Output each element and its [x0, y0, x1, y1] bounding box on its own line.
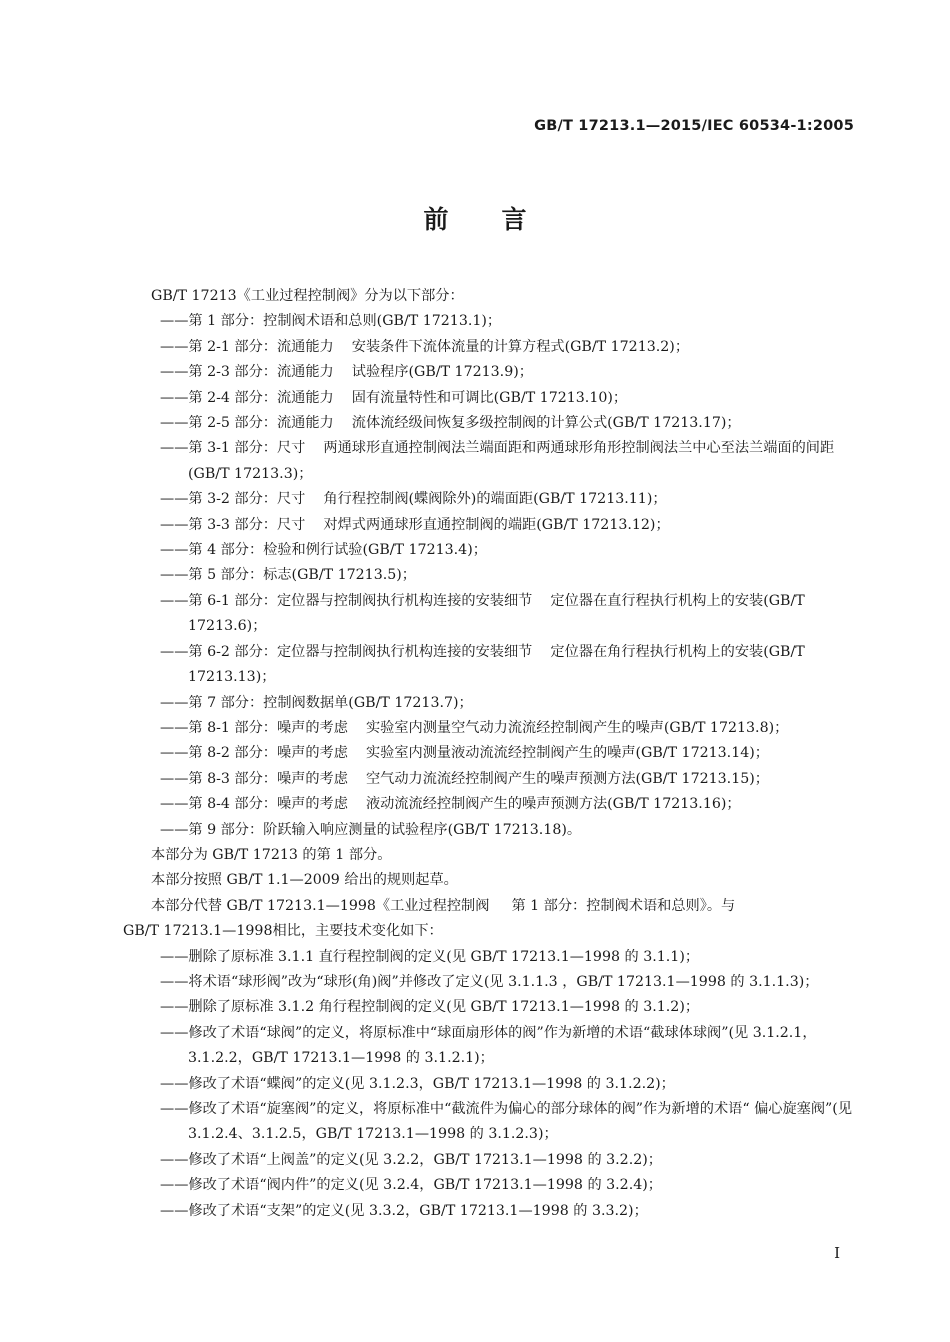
list-item: ——第 1 部分：控制阀术语和总则(GB/T 17213.1)； [160, 313, 502, 330]
change-item: ——修改了术语“支架”的定义(见 3.3.2，GB/T 17213.1—1998 的 3.3.2)； [160, 1202, 648, 1219]
list-item: ——第 2-3 部分：流通能力 试验程序(GB/T 17213.9)； [160, 364, 533, 381]
change-item: ——修改了术语“蝶阀”的定义(见 3.1.2.3，GB/T 17213.1—1998 的 3.1.2.2)； [160, 1075, 675, 1092]
document-body [123, 284, 858, 1224]
change-item: ——修改了术语“球阀”的定义，将原标准中“球面扇形体的阀”作为新增的术语“截球体球阀”(见 3.1.2.1，3.1.2.2，GB/T 17213.1—1998 的 3.1.2.1)； [160, 1024, 817, 1067]
list-item: ——第 6-2 部分：定位器与控制阀执行机构连接的安装细节 定位器在角行程执行机构上的安装(GB/T 17213.13)； [160, 643, 805, 686]
replace-paragraph: 本部分代替 GB/T 17213.1—1998《工业过程控制阀 第 1 部分：控制阀术语和总则》。与 [151, 897, 736, 914]
list-item: ——第 8-3 部分：噪声的考虑 空气动力流流经控制阀产生的噪声预测方法(GB/T 17213.15)； [160, 770, 769, 787]
replace-paragraph-cont: GB/T 17213.1—1998相比，主要技术变化如下： [123, 923, 443, 940]
list-item: ——第 2-1 部分：流通能力 安装条件下流体流量的计算方程式(GB/T 17213.2)； [160, 338, 690, 355]
intro-paragraph: GB/T 17213《工业过程控制阀》分为以下部分： [151, 288, 464, 304]
change-item: ——将术语“球形阀”改为“球形(角)阀”并修改了定义(见 3.1.1.3 ，GB/T 17213.1—1998 的 3.1.1.3)； [160, 973, 819, 990]
list-item: ——第 9 部分：阶跃输入响应测量的试验程序(GB/T 17213.18)。 [160, 821, 582, 838]
change-item: ——删除了原标准 3.1.1 直行程控制阀的定义(见 GB/T 17213.1—1998 的 3.1.1)； [160, 948, 700, 965]
title-char-2: 言 [501, 205, 527, 234]
statement-paragraph: 本部分按照 GB/T 1.1—2009 给出的规则起草。 [151, 872, 458, 889]
list-item: ——第 3-1 部分：尺寸 两通球形直通控制阀法兰端面距和两通球形角形控制阀法兰中心至法兰端面的间距(GB/T 17213.3)； [160, 440, 835, 482]
list-item: ——第 3-3 部分：尺寸 对焊式两通球形直通控制阀的端距(GB/T 17213.12)； [160, 516, 670, 533]
list-item: ——第 6-1 部分：定位器与控制阀执行机构连接的安装细节 定位器在直行程执行机构上的安装(GB/T 17213.6)； [160, 592, 805, 635]
statement-paragraph: 本部分为 GB/T 17213 的第 1 部分。 [151, 846, 392, 863]
list-item: ——第 5 部分：标志(GB/T 17213.5)； [160, 567, 416, 584]
title-char-1: 前 [423, 205, 449, 234]
list-item: ——第 7 部分：控制阀数据单(GB/T 17213.7)； [160, 694, 473, 711]
list-item: ——第 4 部分：检验和例行试验(GB/T 17213.4)； [160, 542, 487, 559]
list-item: ——第 8-2 部分：噪声的考虑 实验室内测量液动流流经控制阀产生的噪声(GB/T 17213.14)； [160, 745, 769, 762]
change-item: ——修改了术语“旋塞阀”的定义，将原标准中“截流件为偏心的部分球体的阀”作为新增的术语“ 偏心旋塞阀”(见 3.1.2.4、3.1.2.5，GB/T 17213.1—1998 的 3.1.2.3)； [160, 1101, 853, 1143]
change-item: ——删除了原标准 3.1.2 角行程控制阀的定义(见 GB/T 17213.1—1998 的 3.1.2)； [160, 999, 700, 1016]
list-item: ——第 8-4 部分：噪声的考虑 液动流流经控制阀产生的噪声预测方法(GB/T 17213.16)； [160, 796, 741, 813]
list-item: ——第 8-1 部分：噪声的考虑 实验室内测量空气动力流流经控制阀产生的噪声(GB/T 17213.8)； [160, 719, 789, 736]
list-item: ——第 2-4 部分：流通能力 固有流量特性和可调比(GB/T 17213.10)； [160, 389, 628, 406]
list-item: ——第 2-5 部分：流通能力 流体流经级间恢复多级控制阀的计算公式(GB/T 17213.17)； [160, 415, 741, 432]
change-item: ——修改了术语“上阀盖”的定义(见 3.2.2，GB/T 17213.1—1998 的 3.2.2)； [160, 1151, 662, 1168]
list-item: ——第 3-2 部分：尺寸 角行程控制阀(蝶阀除外)的端面距(GB/T 17213.11)； [160, 491, 667, 508]
standard-code: GB/T 17213.1—2015/IEC 60534-1:2005 [534, 118, 854, 134]
page-title [0, 200, 950, 236]
change-item: ——修改了术语“阀内件”的定义(见 3.2.4，GB/T 17213.1—1998 的 3.2.4)； [160, 1177, 662, 1194]
page-number: I [834, 1244, 840, 1262]
